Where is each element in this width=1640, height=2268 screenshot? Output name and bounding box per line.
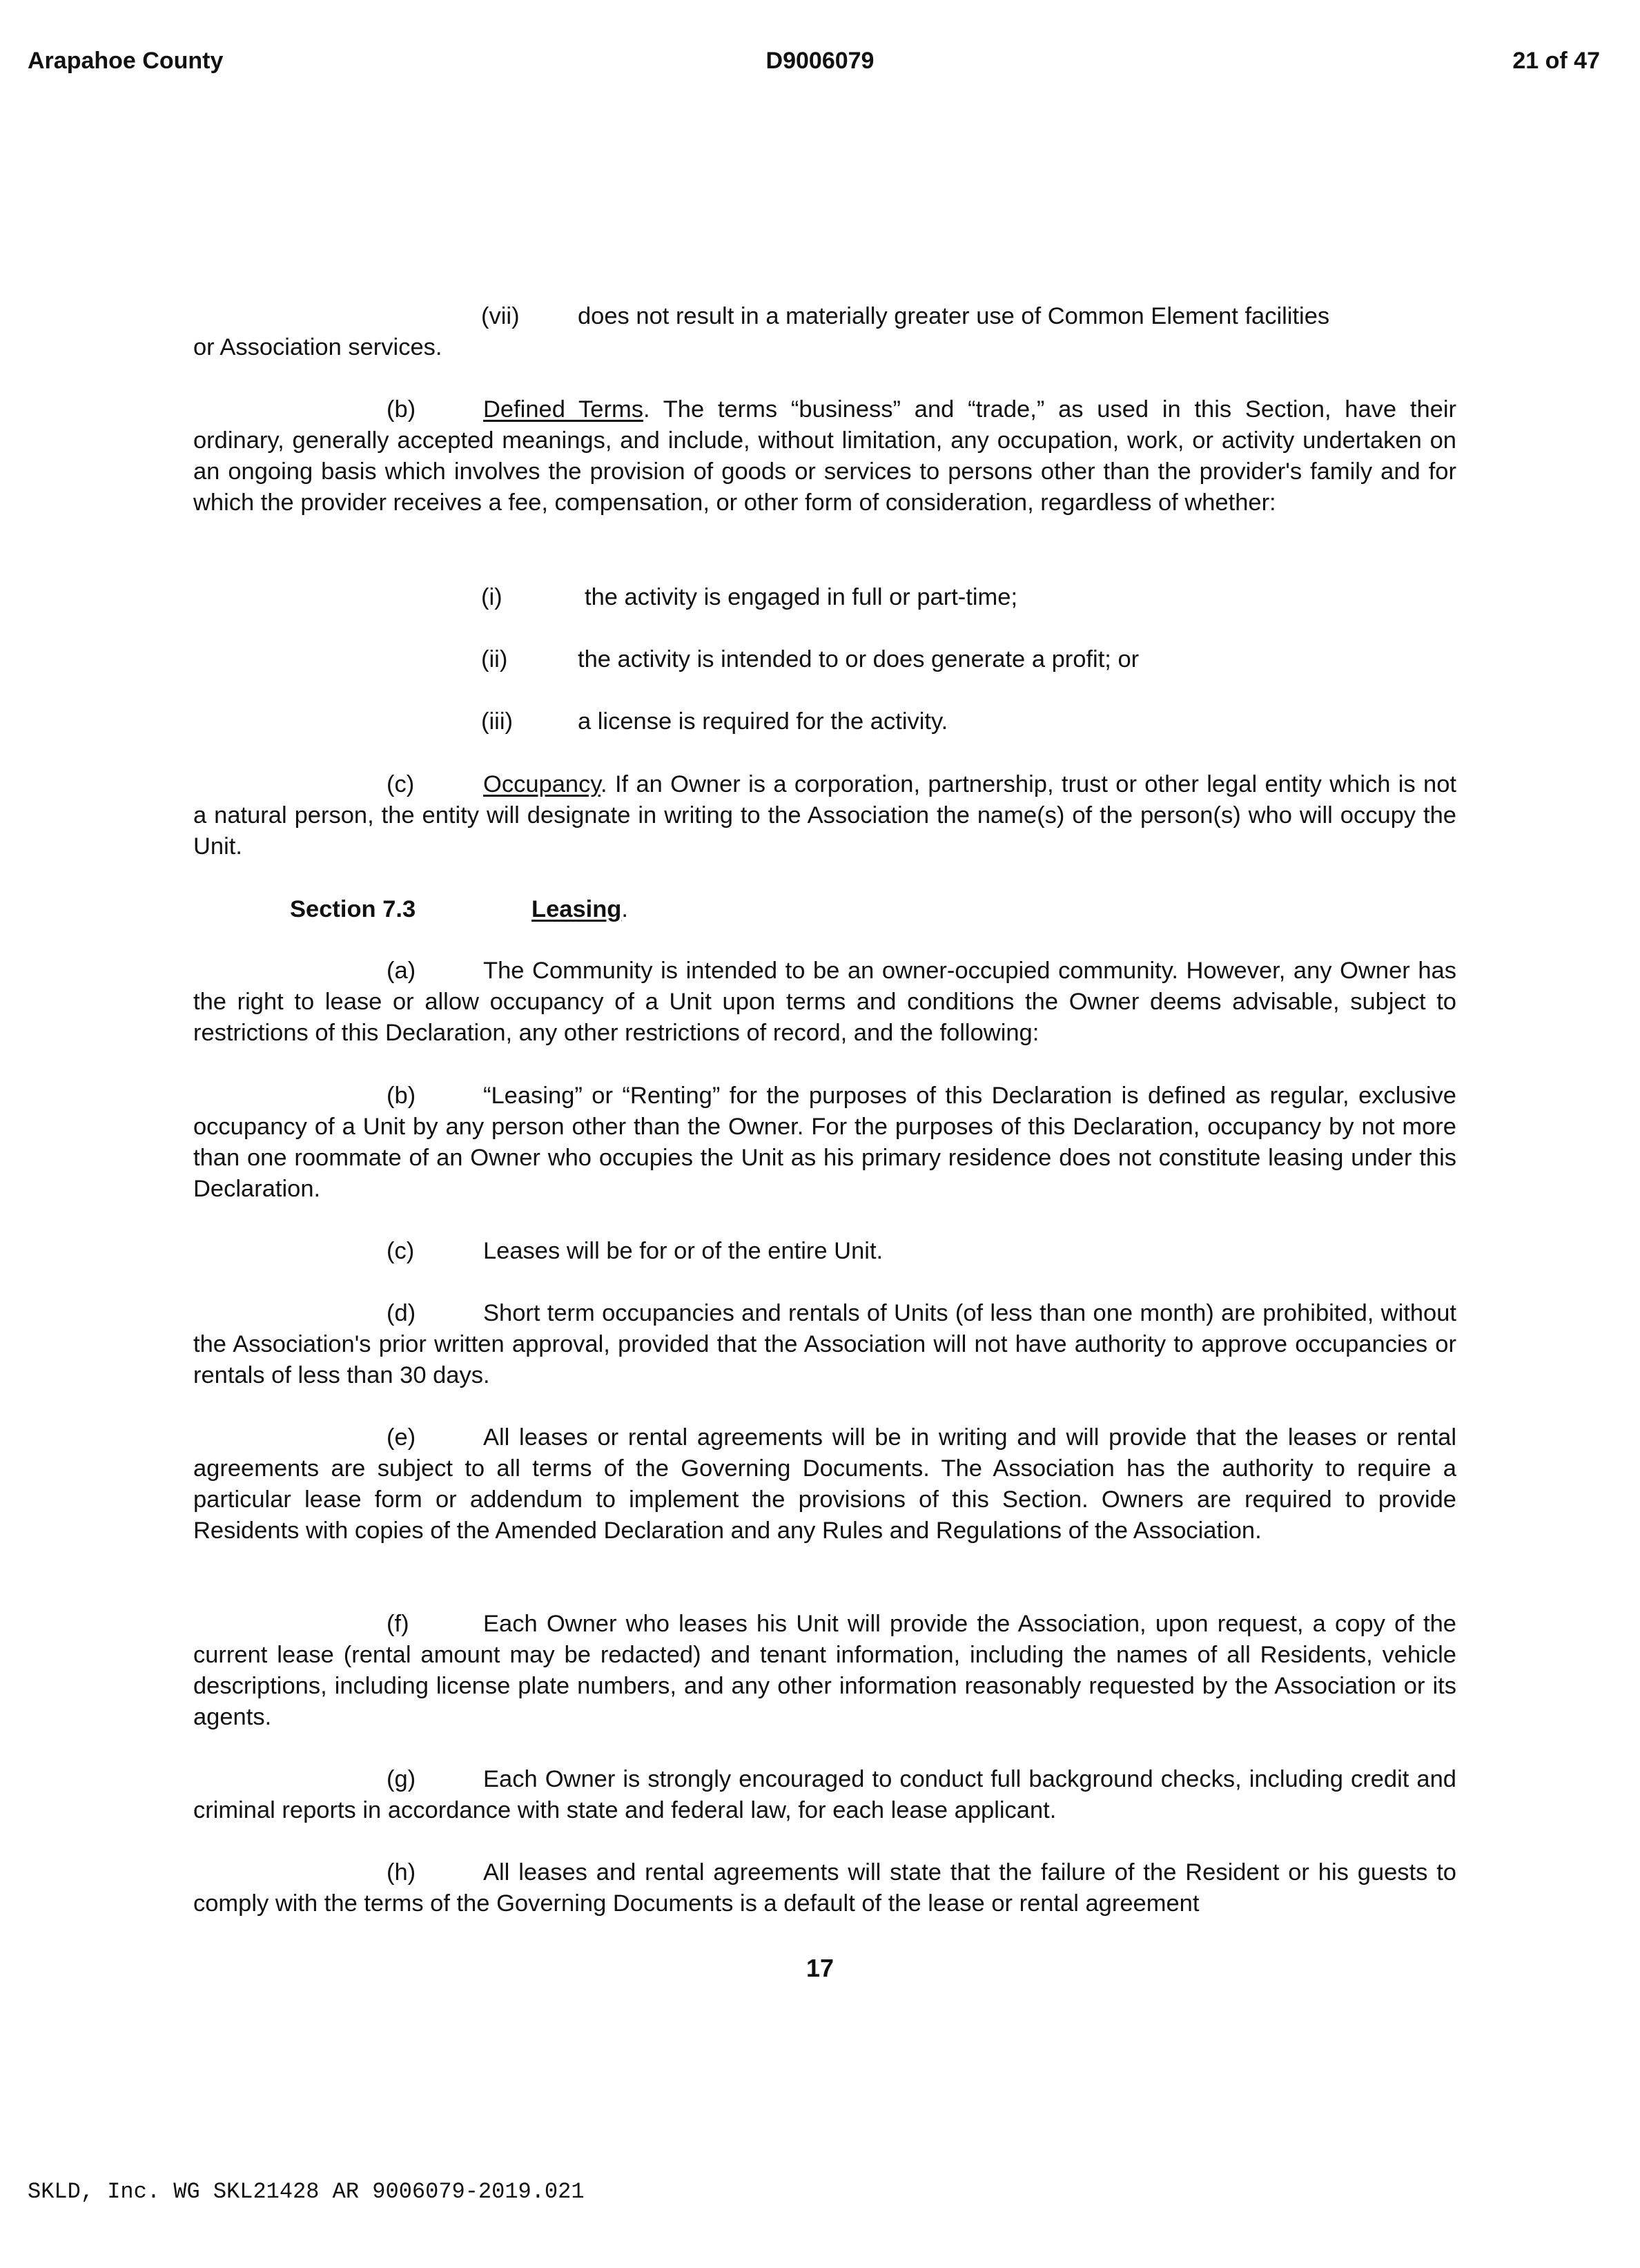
marker-e: (e) xyxy=(387,1424,416,1451)
marker-f: (f) xyxy=(387,1611,409,1637)
text-g: Each Owner is strongly encouraged to conduct full background checks, including credit and criminal reports in accordance with state and federal law, for each lease applicant. xyxy=(193,1766,1456,1823)
paragraph-b xyxy=(193,1080,1456,1205)
text-vii-line1: does not result in a materially greater use of Common Element facilities xyxy=(578,303,1330,329)
section-heading xyxy=(193,894,1456,925)
text-c: Leases will be for or of the entire Unit. xyxy=(483,1238,884,1264)
text-e: All leases or rental agreements will be in writing and will provide that the leases or rental agreements are subject to all terms of the Governing Documents. The Association has the authority to require a particular lease form or addendum to implement the provisions of this Section. Owners are required to provide Residents with copies of the Amended Declaration and any Rules and Regulations of the Association. xyxy=(193,1424,1456,1544)
paragraph-h xyxy=(193,1857,1456,1919)
header-county: Arapahoe County xyxy=(28,48,224,74)
marker-b: (b) xyxy=(387,1083,416,1109)
paragraph-iii xyxy=(193,706,1456,737)
text-vii-line2: or Association services. xyxy=(193,334,442,360)
section-period: . xyxy=(621,896,628,922)
paragraph-g xyxy=(193,1764,1456,1826)
footer-recording-stamp: SKLD, Inc. WG SKL21428 AR 9006079-2019.021 xyxy=(28,2179,585,2204)
marker-g: (g) xyxy=(387,1766,416,1792)
marker-c-occupancy: (c) xyxy=(387,771,415,797)
marker-h: (h) xyxy=(387,1859,416,1886)
paragraph-e xyxy=(193,1422,1456,1547)
paragraph-c-occupancy xyxy=(193,769,1456,862)
text-iii: a license is required for the activity. xyxy=(578,708,948,735)
text-f: Each Owner who leases his Unit will provide the Association, upon request, a copy of the current lease (rental amount may be redacted) and tenant information, including the names of all Residents, vehicle descriptions, including license plate numbers, and any other information reasonably requested by the Association or its agents. xyxy=(193,1611,1456,1730)
paragraph-d xyxy=(193,1298,1456,1391)
marker-iii: (iii) xyxy=(481,708,513,735)
text-b: “Leasing” or “Renting” for the purposes of this Declaration is defined as regular, exclusive occupancy of a Unit by any person other than the Owner. For the purposes of this Declaration, occupancy by not more than one roommate of an Owner who occupies the Unit as his primary residence does not constitute leasing under this Declaration. xyxy=(193,1083,1456,1202)
text-c-occupancy: . If an Owner is a corporation, partnership, trust or other legal entity which is not a natural person, the entity will designate in writing to the Association the name(s) of the person(s) who will occupy the Unit. xyxy=(193,771,1456,860)
text-a: The Community is intended to be an owner-occupied community. However, any Owner has the right to lease or allow occupancy of a Unit upon terms and conditions the Owner deems advisable, subject to restrictions of this Declaration, any other restrictions of record, and the following: xyxy=(193,958,1456,1046)
heading-occupancy: Occupancy xyxy=(483,771,601,797)
heading-defined-terms: Defined Terms xyxy=(483,396,643,423)
section-title: Leasing xyxy=(531,896,622,922)
text-h: All leases and rental agreements will state that the failure of the Resident or his guests to comply with the terms of the Governing Documents is a default of the lease or rental agreement xyxy=(193,1859,1456,1917)
marker-b-defined: (b) xyxy=(387,396,416,423)
marker-d: (d) xyxy=(387,1300,416,1326)
marker-c: (c) xyxy=(387,1238,415,1264)
paragraph-b-defined-terms xyxy=(193,394,1456,518)
section-label: Section 7.3 xyxy=(290,896,416,922)
text-d: Short term occupancies and rentals of Units (of less than one month) are prohibited, without the Association's prior written approval, provided that the Association will not have authority to approve occupancies or rentals of less than 30 days. xyxy=(193,1300,1456,1388)
marker-a: (a) xyxy=(387,958,416,984)
paragraph-c xyxy=(193,1236,1456,1267)
paragraph-a xyxy=(193,956,1456,1049)
marker-i: (i) xyxy=(481,584,502,610)
page-number: 17 xyxy=(806,1954,834,1982)
paragraph-vii xyxy=(193,301,1456,332)
marker-ii: (ii) xyxy=(481,646,508,672)
text-b-defined: . The terms “business” and “trade,” as used in this Section, have their ordinary, generally accepted meanings, and include, without limitation, any occupation, work, or activity undertaken on an ongoing basis which involves the provision of goods or services to persons other than the provider's family and for which the provider receives a fee, compensation, or other form of consideration, regardless of whether: xyxy=(193,396,1456,516)
paragraph-i xyxy=(193,582,1456,613)
marker-vii: (vii) xyxy=(481,303,520,329)
header-page-of: 21 of 47 xyxy=(1512,48,1600,74)
text-i: the activity is engaged in full or part-time; xyxy=(585,584,1018,610)
paragraph-ii xyxy=(193,644,1456,675)
header-doc-id: D9006079 xyxy=(765,48,875,74)
paragraph-f xyxy=(193,1609,1456,1733)
text-ii: the activity is intended to or does generate a profit; or xyxy=(578,646,1140,672)
